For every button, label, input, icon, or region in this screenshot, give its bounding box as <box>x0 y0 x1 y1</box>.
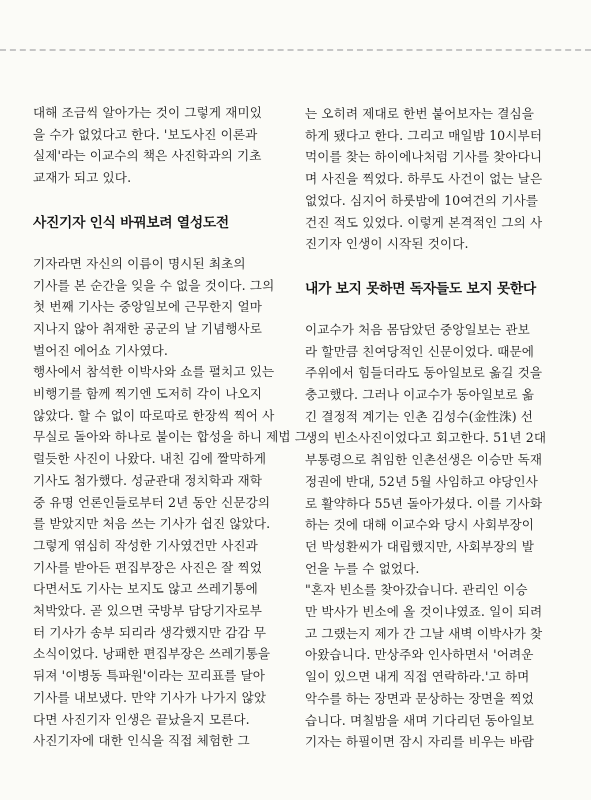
text-line: 아왔습니다. 만상주와 인사하면서 '어려운 <box>305 647 534 663</box>
text-line: 을 수가 없었다고 한다. '보도사진 이론과 <box>33 126 258 142</box>
text-line: 교재가 되고 있다. <box>33 170 132 186</box>
text-line: 기사를 내보냈다. 만약 기사가 나가지 않았 <box>33 689 267 705</box>
left-column <box>33 102 308 752</box>
text-line: 첫 번째 기사는 중앙일보에 근무한지 얼마 <box>33 299 263 315</box>
text-line: 사진기자에 대한 인식을 직접 체험한 그 <box>33 733 250 749</box>
text-line: 무실로 돌아와 하나로 붙이는 합성을 하니 제법 그 <box>33 429 308 445</box>
text-line: 기자라면 자신의 이름이 명시된 최초의 <box>33 255 246 271</box>
section-heading-1: 사진기자 인식 바꿔보려 열성도전 <box>33 214 229 231</box>
text-line: 로 활약하다 55년 돌아가셨다. 이를 기사화 <box>305 495 543 511</box>
text-line: 언을 누를 수 없었다. <box>305 560 420 576</box>
text-line: 기자는 하필이면 잠시 자리를 비우는 바람 <box>305 734 535 750</box>
text-line: 라 할만큼 친여당적인 신문이었다. 때문에 <box>305 343 535 359</box>
text-line: 벌어진 에어쇼 기사였다. <box>33 342 168 358</box>
text-line: 건진 적도 있었다. 이렇게 본격적인 그의 사 <box>305 214 543 230</box>
top-dashed-rule <box>0 49 591 51</box>
text-line: 없었다. 심지어 하룻밤에 10여건의 기사를 <box>305 192 538 208</box>
text-line: 진기자 인생이 시작된 것이다. <box>305 236 469 252</box>
text-line: 긴 결정적 계기는 인촌 김성수(金性洙) 선 <box>305 408 534 424</box>
text-line: 일이 있으면 내게 직접 연락하라.'고 하며 <box>305 669 530 685</box>
section-heading-2: 내가 보지 못하면 독자들도 보지 못한다 <box>305 280 536 297</box>
text-line: 다면 사진기자 인생은 끝났을지 모른다. <box>33 711 250 727</box>
text-line: 생의 빈소사진이었다고 회고한다. 51년 2대 <box>305 430 547 446</box>
text-line: 중 유명 언론인들로부터 2년 동안 신문강의 <box>33 494 271 510</box>
text-line: 그렇게 엮심히 작성한 기사였건만 사진과 <box>33 537 258 553</box>
text-line: 이교수가 처음 몸담았던 중앙일보는 관보 <box>305 321 530 337</box>
paragraph-first-article <box>33 253 279 362</box>
text-line: 악수를 하는 장면과 문상하는 장면을 찍었 <box>305 690 535 706</box>
text-line: 소식이었다. 낭패한 편집부장은 쓰레기통을 <box>33 646 271 662</box>
text-line: 를 받았지만 처음 쓰는 기사가 쉽진 않았다. <box>33 516 271 532</box>
text-line: 주위에서 힘들더라도 동아일보로 옮길 것을 <box>305 365 543 381</box>
text-line: 뒤져 '이병동 특파원'이라는 꼬리표를 달아 <box>33 668 266 684</box>
text-line: 기사를 본 순간을 잊을 수 없을 것이다. 그의 <box>33 277 275 293</box>
text-line: 습니다. 며칠밤을 새며 기다리던 동아일보 <box>305 712 535 728</box>
text-line: "혼자 빈소를 찾아갔습니다. 관리인 이승 <box>305 582 528 598</box>
text-line: 하는 것에 대해 이교수와 당시 사회부장이 <box>305 517 535 533</box>
text-line: 터 기사가 송부 되리라 생각했지만 감감 무 <box>33 624 267 640</box>
text-line: 며 사진을 찍었다. 하루도 사건이 없는 날은 <box>305 171 543 187</box>
text-line: 기사를 받아든 편집부장은 사진은 잘 찍었 <box>33 559 263 575</box>
paragraph-intro-cont <box>33 102 279 189</box>
paragraph-determination <box>305 103 551 255</box>
text-line: 만 박사가 빈소에 올 것이냐였죠. 일이 되려 <box>305 604 543 620</box>
text-line: 던 박성환씨가 대립했지만, 사회부장의 발 <box>305 538 535 554</box>
text-line: 정권에 반대, 52년 5월 사임하고 야당인사 <box>305 473 538 489</box>
text-line: 먹이를 찾는 하이에나처럼 기사를 찾아다니 <box>305 149 543 165</box>
paragraph-awareness <box>33 730 279 752</box>
text-line: 지나지 않아 취재한 공군의 날 기념행사로 <box>33 320 263 336</box>
text-line: 대해 조금씩 알아가는 것이 그렇게 재미있 <box>33 105 263 120</box>
text-line: 는 오히려 제대로 한번 붙어보자는 결심을 <box>305 106 535 121</box>
text-line: 하게 됐다고 한다. 그리고 매일밤 10시부터 <box>305 127 543 143</box>
text-line: 고 그랬는지 제가 간 그날 새벽 이박사가 찾 <box>305 625 543 641</box>
text-line: 충고했다. 그러나 이교수가 동아일보로 옮 <box>305 387 535 403</box>
text-line: 비행기를 함께 찍기엔 도저히 각이 나오지 <box>33 386 263 402</box>
text-line: 실제'라는 이교수의 책은 사진학과의 기초 <box>33 148 262 164</box>
text-line: 부통령으로 취임한 인촌선생은 이승만 독재 <box>305 452 543 468</box>
right-column <box>305 103 551 753</box>
paragraph-dong-a <box>305 319 551 579</box>
paragraph-airshow <box>33 361 308 535</box>
text-line: 않았다. 할 수 없이 따로따로 한장씩 찍어 사 <box>33 407 275 423</box>
paragraph-quote <box>305 579 551 753</box>
text-line: 처박았다. 곧 있으면 국방부 담당기자로부 <box>33 603 263 619</box>
text-line: 행사에서 참석한 이박사와 쇼를 펼치고 있는 <box>33 364 275 380</box>
text-line: 럴듯한 사진이 나왔다. 내친 김에 짤막하게 <box>33 451 267 467</box>
text-line: 기사도 첨가했다. 성균관대 정치학과 재학 <box>33 472 263 488</box>
paragraph-editor <box>33 535 279 730</box>
text-line: 다면서도 기사는 보지도 않고 쓰레기통에 <box>33 581 258 597</box>
